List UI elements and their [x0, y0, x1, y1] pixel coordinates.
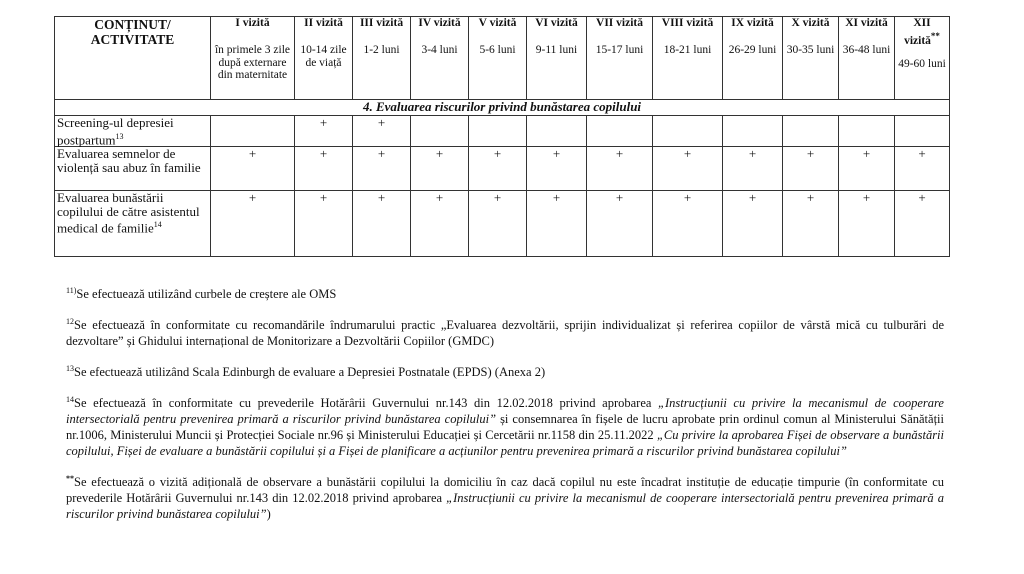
visit-mark: + [587, 147, 653, 191]
visit-header [587, 17, 653, 100]
activity-cell [55, 191, 211, 257]
visit-mark [723, 116, 783, 147]
visit-mark [653, 116, 723, 147]
visit-label: X vizită [791, 17, 830, 29]
section-title: 4. Evaluarea riscurilor privind bunăstarea copilului [55, 100, 950, 116]
footnote-italic: „Instrucțiunii cu privire la mecanismul de cooperare intersectorială pentru prevenirea primară a riscurilor privind bunăstarea copilului” [66, 491, 944, 521]
content-activity-header: CONȚINUT/ ACTIVITATE [55, 17, 211, 100]
visit-label-sup: ** [930, 31, 940, 41]
visit-label: VI vizită [535, 17, 578, 29]
footnote-italic: „Instrucțiunii cu privire la mecanismul de cooperare intersectorială pentru prevenirea primară a riscurilor privind bunăstarea copilului” [66, 396, 944, 426]
visit-mark: + [411, 191, 469, 257]
visit-mark: + [653, 191, 723, 257]
visit-header [411, 17, 469, 100]
visit-period: 30-35 luni [786, 44, 835, 56]
visit-header [527, 17, 587, 100]
footnote-text: și consemnarea în fișele de lucru aprobate prin ordinul comun al Ministerului Sănătății nr.1006, Ministerului Muncii și Protecției Sociale nr.96 și Ministerului Educației și Cercetării nr.1158 din 25.11.2022 [66, 412, 944, 442]
visit-period: 3-4 luni [421, 44, 458, 56]
visit-label: VIII vizită [661, 17, 714, 29]
table-header-row [55, 17, 950, 100]
visit-mark: + [295, 147, 353, 191]
footnote-mark: ** [66, 473, 74, 483]
activity-cell [55, 147, 211, 191]
visit-period: 49-60 luni [898, 57, 946, 70]
visit-mark: + [653, 147, 723, 191]
visit-label: I vizită [235, 17, 270, 29]
visit-mark: + [211, 191, 295, 257]
activity-text: Evaluarea semnelor de violență sau abuz în familie [57, 146, 201, 175]
visit-mark: + [411, 147, 469, 191]
visit-header [353, 17, 411, 100]
visit-period: 10-14 zile de viață [300, 44, 347, 69]
table-row [55, 116, 950, 147]
visit-label [897, 17, 947, 48]
visit-mark: + [895, 147, 950, 191]
visit-mark [411, 116, 469, 147]
footnote-13 [66, 364, 944, 380]
visit-label: VII vizită [596, 17, 643, 29]
footnote-text: Se efectuează în conformitate cu prevederile Hotărârii Guvernului nr.143 din 12.02.2018 privind aprobarea [74, 396, 659, 410]
footnote-text: Se efectuează în conformitate cu recomandările îndrumarului practic „Evaluarea dezvoltării, sprijin individualizat și referirea copiilor de vârstă mică cu tulburări de dezvoltare” și Ghidului internațional de Monitorizare a Dezvoltării Copiilor (GMDC) [66, 318, 944, 348]
visit-header [653, 17, 723, 100]
visit-mark [527, 116, 587, 147]
visit-label: III vizită [359, 17, 404, 29]
visit-label-text: XII vizită [904, 17, 931, 47]
visit-mark: + [723, 191, 783, 257]
visit-mark: + [469, 191, 527, 257]
visit-mark: + [527, 191, 587, 257]
visit-label: II vizită [304, 17, 343, 29]
visit-label: IX vizită [731, 17, 774, 29]
visit-mark: + [211, 147, 295, 191]
activity-cell [55, 116, 211, 147]
visit-mark: + [353, 147, 411, 191]
section-row [55, 100, 950, 116]
visit-header [783, 17, 839, 100]
visit-mark: + [839, 147, 895, 191]
visit-mark: + [353, 116, 411, 147]
visit-period: 15-17 luni [595, 44, 644, 56]
visit-period: 36-48 luni [842, 44, 891, 56]
footnote-11 [66, 286, 944, 302]
visit-mark: + [723, 147, 783, 191]
footnote-mark: 12 [66, 316, 74, 326]
visit-mark: + [295, 191, 353, 257]
footnote-text: Se efectuează utilizând curbele de creștere ale OMS [76, 287, 337, 301]
visit-header [839, 17, 895, 100]
visit-header [895, 17, 950, 100]
footnote-star [66, 474, 944, 522]
visit-header [469, 17, 527, 100]
visit-schedule-table [54, 16, 950, 257]
footnote-ref: 14 [153, 220, 162, 230]
table-row [55, 147, 950, 191]
footnote-text: Se efectuează o vizită adițională de observare a bunăstării copilului la domiciliu în caz dacă copilul nu este încadrat instituție de educație timpurie (în conformitate cu prevederile Hotărârii Guvernului nr.143 din 12.02.2018 privind aprobarea [66, 475, 944, 505]
visit-mark: + [895, 191, 950, 257]
visit-mark [469, 116, 527, 147]
table-row [55, 191, 950, 257]
visit-mark: + [783, 191, 839, 257]
visit-period: 9-11 luni [535, 44, 578, 56]
footnotes [66, 286, 944, 537]
footnote-text: ) [266, 507, 271, 521]
footnote-14 [66, 395, 944, 459]
visit-header [295, 17, 353, 100]
footnote-text: Se efectuează utilizând Scala Edinburgh de evaluare a Depresiei Postnatale (EPDS) (Anexa 2) [74, 365, 546, 379]
visit-mark: + [527, 147, 587, 191]
visit-period: 5-6 luni [479, 44, 516, 56]
footnote-12 [66, 317, 944, 349]
visit-mark: + [783, 147, 839, 191]
visit-mark: + [469, 147, 527, 191]
footnote-mark: 14 [66, 394, 74, 404]
footnote-ref: 13 [115, 131, 124, 141]
visit-mark [895, 116, 950, 147]
visit-label: IV vizită [418, 17, 461, 29]
visit-period: în primele 3 zile după externare din maternitate [214, 44, 291, 81]
visit-period: 26-29 luni [728, 44, 777, 56]
visit-mark [783, 116, 839, 147]
visit-mark: + [587, 191, 653, 257]
footnote-mark: 11) [66, 285, 77, 295]
visit-header [723, 17, 783, 100]
footnote-mark: 13 [66, 363, 74, 373]
visit-mark [587, 116, 653, 147]
visit-header [211, 17, 295, 100]
activity-text: Evaluarea bunăstării copilului de către asistentul medical de familie [57, 190, 200, 236]
visit-label: V vizită [478, 17, 517, 29]
activity-text: Screening-ul depresiei postpartum [57, 115, 174, 147]
visit-label: XI vizită [845, 17, 888, 29]
visit-mark: + [295, 116, 353, 147]
visit-mark: + [353, 191, 411, 257]
visit-mark [839, 116, 895, 147]
visit-period: 18-21 luni [663, 44, 712, 56]
footnote-italic: „Cu privire la aprobarea Fișei de observare a bunăstării copilului, Fișei de evaluare a bunăstării copilului și a Fișei de planificare a acțiunilor pentru prevenirea primară a riscurilor privind bunăstarea copilului” [66, 428, 945, 458]
visit-mark [211, 116, 295, 147]
visit-mark: + [839, 191, 895, 257]
visit-period: 1-2 luni [363, 44, 400, 56]
